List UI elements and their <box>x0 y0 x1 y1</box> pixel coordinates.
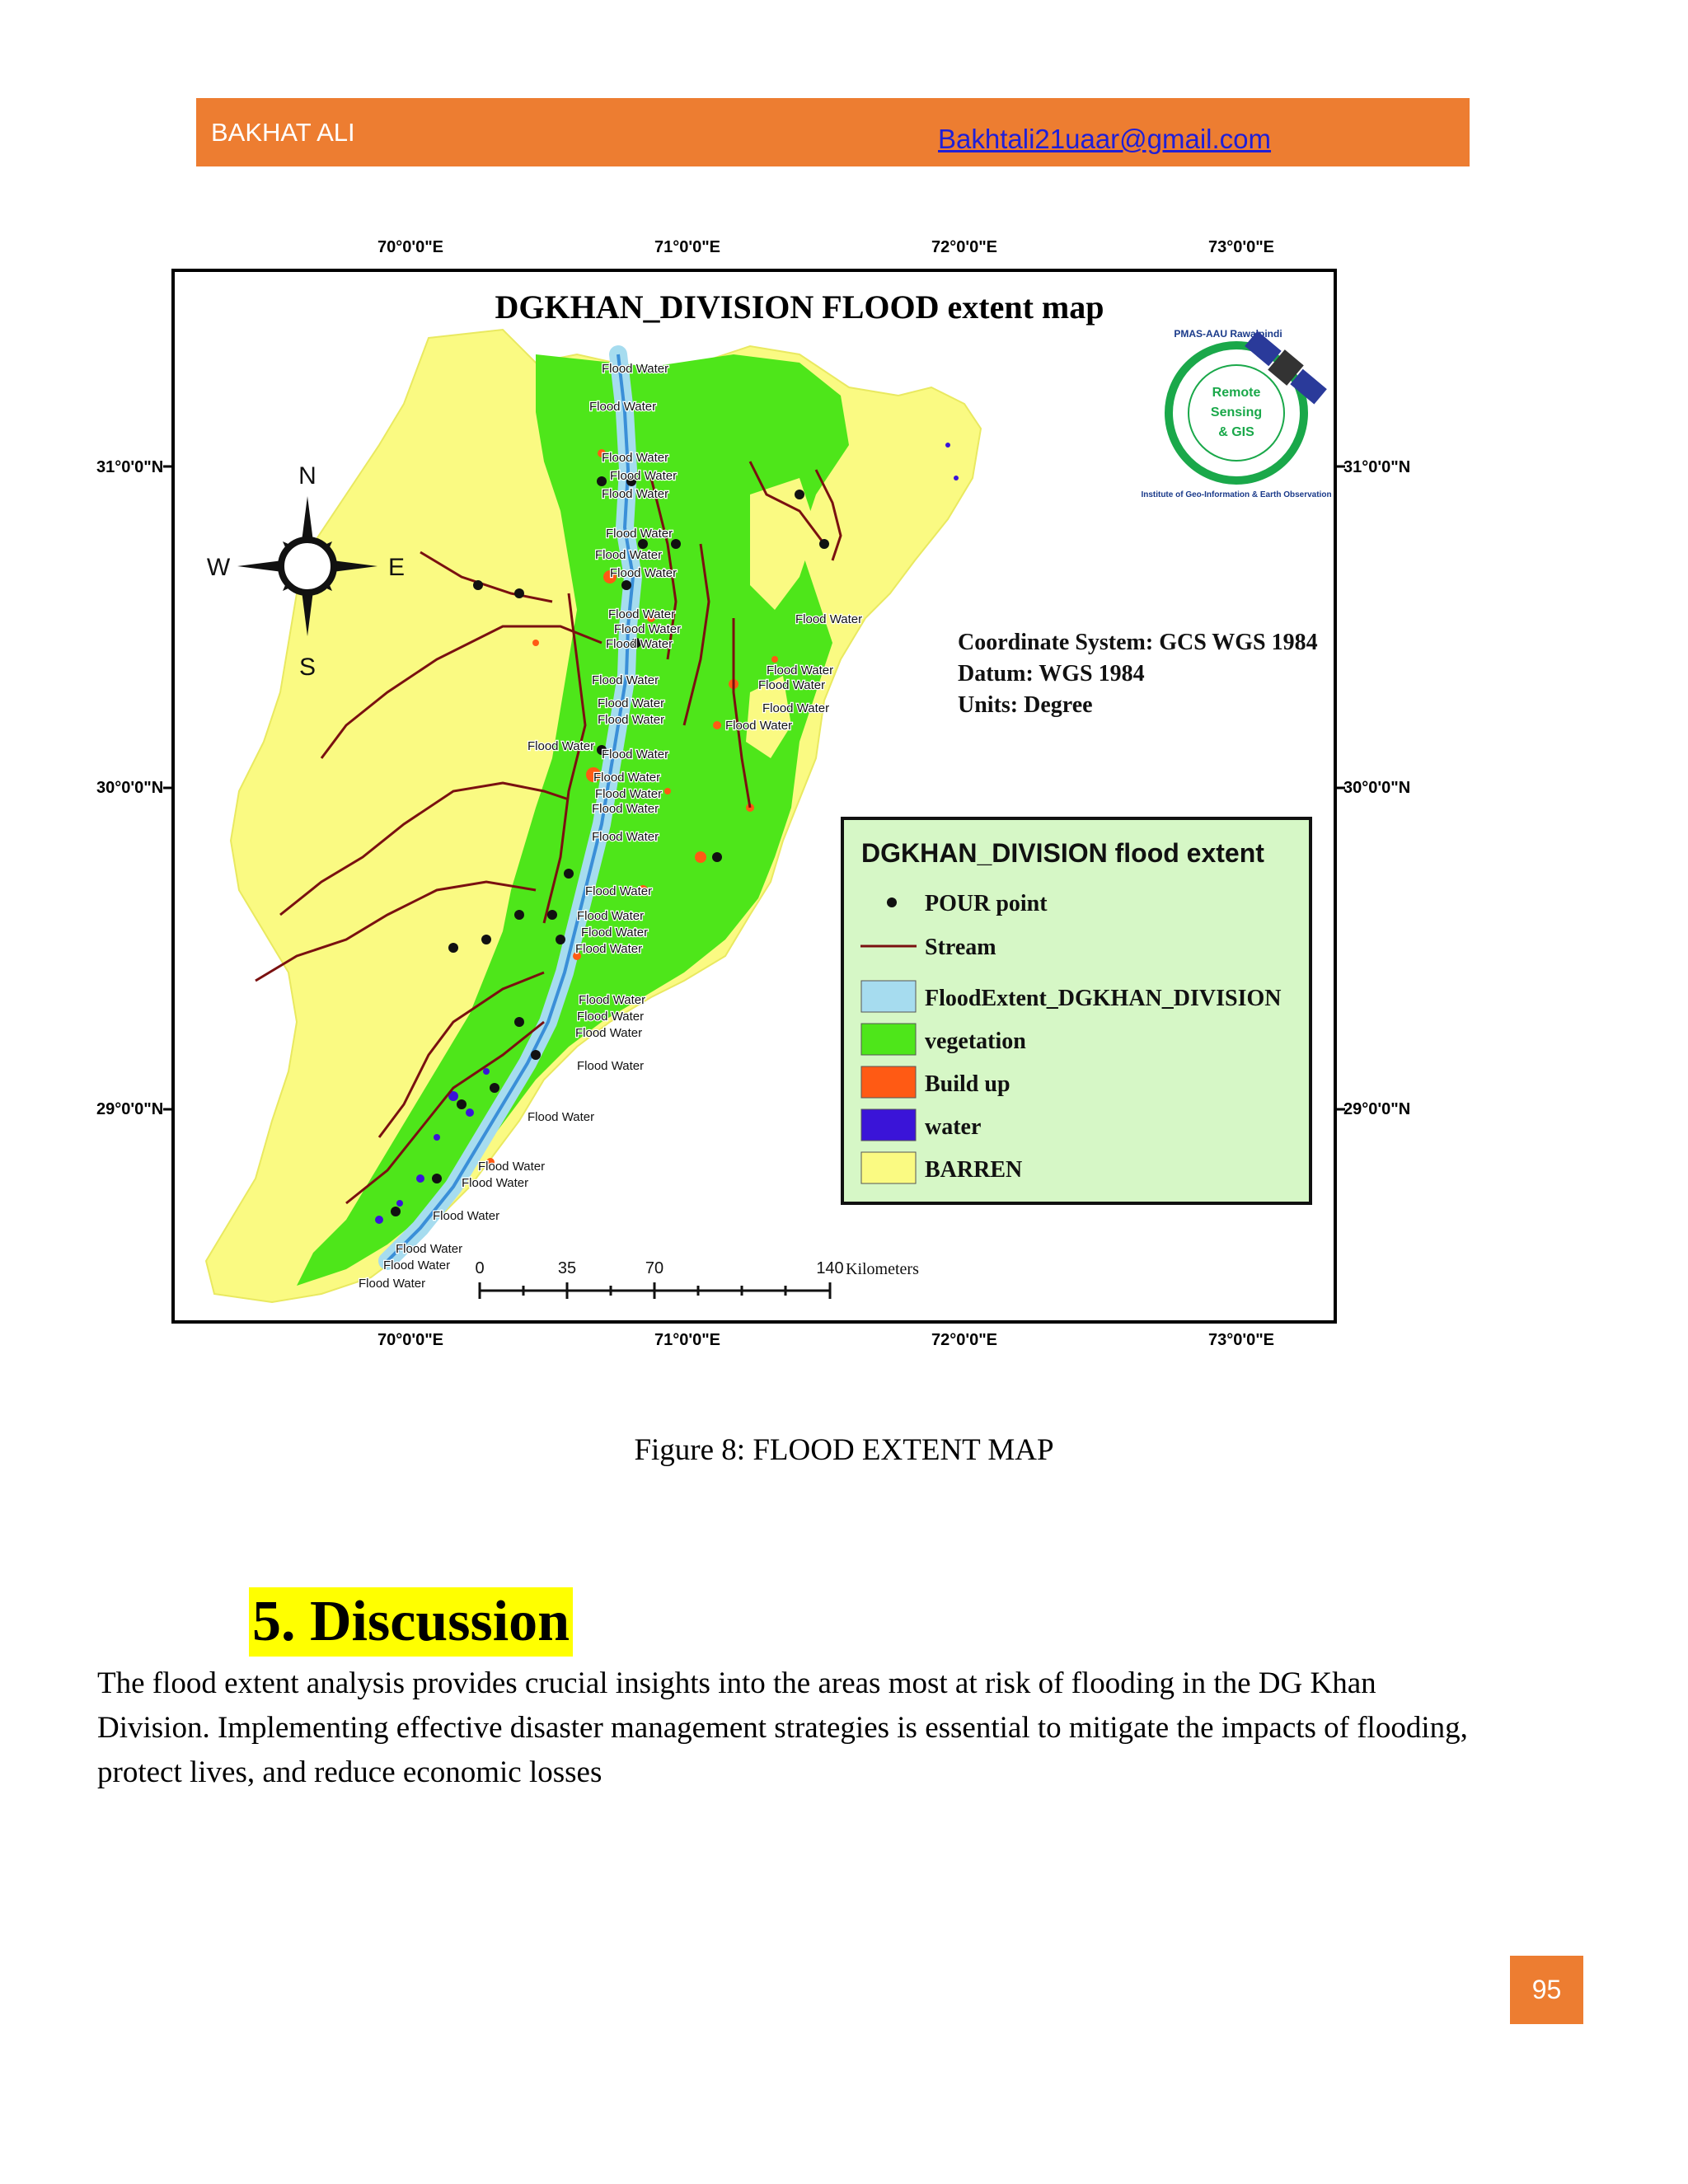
logo-ring-text-bottom: Institute of Geo-Information & Earth Observation <box>1141 490 1332 499</box>
flood-water-label: Flood Water <box>585 884 653 898</box>
flood-water-label: Flood Water <box>396 1242 463 1256</box>
legend-label: BARREN <box>925 1157 1023 1183</box>
lon-label-top: 70°0'0"E <box>377 238 444 256</box>
map-title: DGKHAN_DIVISION FLOOD extent map <box>495 288 1104 326</box>
legend-label: POUR point <box>925 891 1048 916</box>
flood-water-label: Flood Water <box>795 612 863 626</box>
section-heading: 5. Discussion <box>249 1587 573 1657</box>
flood-water-label: Flood Water <box>598 696 665 710</box>
logo-ring-text: PMAS-AAU Rawalpindi <box>1174 328 1282 340</box>
scale-tick-label: 140 <box>816 1259 844 1277</box>
flood-water-label: Flood Water <box>593 771 661 785</box>
compass-e: E <box>387 554 406 581</box>
coordinate-system-text: Coordinate System: GCS WGS 1984 <box>958 630 1318 655</box>
flood-water-label: Flood Water <box>610 566 678 580</box>
lon-label-bottom: 71°0'0"E <box>654 1331 721 1349</box>
flood-water-label: Flood Water <box>577 909 645 923</box>
lon-label-top: 71°0'0"E <box>654 238 721 256</box>
header-author: BAKHAT ALI <box>211 118 355 147</box>
scale-tick-label: 70 <box>645 1259 664 1277</box>
compass-w: W <box>206 554 231 581</box>
compass-n: N <box>298 462 316 490</box>
legend-swatch <box>861 1024 916 1055</box>
paragraph-line: Division. Implementing effective disaster management strategies is essential to mitigate the impacts of flooding, <box>97 1711 1468 1745</box>
flood-water-label: Flood Water <box>602 487 669 501</box>
legend-swatch <box>861 1066 916 1098</box>
flood-water-label: Flood Water <box>383 1258 451 1272</box>
lon-label-bottom: 73°0'0"E <box>1207 1331 1275 1349</box>
legend-label: water <box>925 1114 982 1140</box>
flood-water-label: Flood Water <box>581 926 649 940</box>
flood-water-label: Flood Water <box>595 548 663 562</box>
discussion-paragraph <box>97 1661 1581 1795</box>
flood-water-label: Flood Water <box>758 678 826 692</box>
compass-s: S <box>298 654 316 681</box>
scale-tick-label: 0 <box>475 1259 485 1277</box>
flood-water-label: Flood Water <box>767 663 834 677</box>
flood-water-label: Flood Water <box>606 527 673 541</box>
scale-unit: Kilometers <box>846 1260 919 1278</box>
flood-extent-map-figure <box>74 231 1442 1349</box>
flood-water-label: Flood Water <box>359 1277 426 1291</box>
flood-water-label: Flood Water <box>575 942 643 956</box>
flood-water-label: Flood Water <box>478 1160 546 1174</box>
lat-label-right: 29°0'0"N <box>1343 1100 1411 1118</box>
flood-water-label: Flood Water <box>528 739 595 753</box>
flood-water-label: Flood Water <box>589 400 657 414</box>
lon-label-top: 73°0'0"E <box>1207 238 1275 256</box>
flood-water-label: Flood Water <box>598 713 665 727</box>
flood-water-label: Flood Water <box>762 701 830 715</box>
flood-water-label: Flood Water <box>725 719 793 733</box>
flood-water-label: Flood Water <box>602 362 669 376</box>
scale-tick-label: 35 <box>557 1259 577 1277</box>
page-number: 95 <box>1510 1956 1583 2024</box>
units-text: Units: Degree <box>958 692 1093 718</box>
flood-water-label: Flood Water <box>577 1010 645 1024</box>
flood-water-label: Flood Water <box>462 1176 529 1190</box>
flood-water-label: Flood Water <box>579 993 646 1007</box>
flood-water-label: Flood Water <box>592 673 659 687</box>
flood-water-label: Flood Water <box>577 1059 645 1073</box>
legend-label: vegetation <box>925 1029 1026 1054</box>
flood-water-label: Flood Water <box>602 748 669 762</box>
flood-water-label: Flood Water <box>592 802 659 816</box>
lat-label-left: 30°0'0"N <box>96 779 164 797</box>
paragraph-line: The flood extent analysis provides crucial insights into the areas most at risk of flooding in the DG Khan <box>97 1666 1376 1700</box>
logo-text-line: & GIS <box>1218 425 1254 439</box>
datum-text: Datum: WGS 1984 <box>958 661 1145 687</box>
page-header <box>196 98 1470 166</box>
legend-label: Build up <box>925 1071 1010 1097</box>
lat-label-left: 29°0'0"N <box>96 1100 164 1118</box>
lon-label-bottom: 70°0'0"E <box>377 1331 444 1349</box>
legend-title: DGKHAN_DIVISION flood extent <box>861 838 1264 868</box>
flood-water-label: Flood Water <box>592 830 659 844</box>
logo-text-line: Remote <box>1212 386 1261 400</box>
legend-swatch <box>861 981 916 1012</box>
flood-water-label: Flood Water <box>433 1209 500 1223</box>
legend-swatch <box>861 1152 916 1183</box>
legend-label: FloodExtent_DGKHAN_DIVISION <box>925 986 1282 1011</box>
flood-water-label: Flood Water <box>614 622 682 636</box>
flood-water-label: Flood Water <box>610 469 678 483</box>
flood-water-label: Flood Water <box>608 607 676 621</box>
header-email-link[interactable]: Bakhtali21uaar@gmail.com <box>938 124 1272 154</box>
lat-label-right: 31°0'0"N <box>1343 458 1411 476</box>
lat-label-right: 30°0'0"N <box>1343 779 1411 797</box>
lon-label-top: 72°0'0"E <box>931 238 998 256</box>
lon-label-bottom: 72°0'0"E <box>931 1331 998 1349</box>
legend-label: Stream <box>925 935 996 960</box>
flood-water-label: Flood Water <box>595 787 663 801</box>
legend-swatch <box>861 1109 916 1141</box>
lat-label-left: 31°0'0"N <box>96 458 164 476</box>
flood-water-label: Flood Water <box>606 637 673 651</box>
flood-water-label: Flood Water <box>575 1026 643 1040</box>
paragraph-line: protect lives, and reduce economic losses <box>97 1755 603 1789</box>
map-legend <box>842 818 1311 1203</box>
map-svg <box>74 231 1442 1349</box>
legend-pour-point-symbol <box>887 898 897 907</box>
flood-water-label: Flood Water <box>528 1110 595 1124</box>
flood-water-label: Flood Water <box>602 451 669 465</box>
logo-text-line: Sensing <box>1210 405 1263 419</box>
figure-caption: Figure 8: FLOOD EXTENT MAP <box>634 1433 1054 1467</box>
